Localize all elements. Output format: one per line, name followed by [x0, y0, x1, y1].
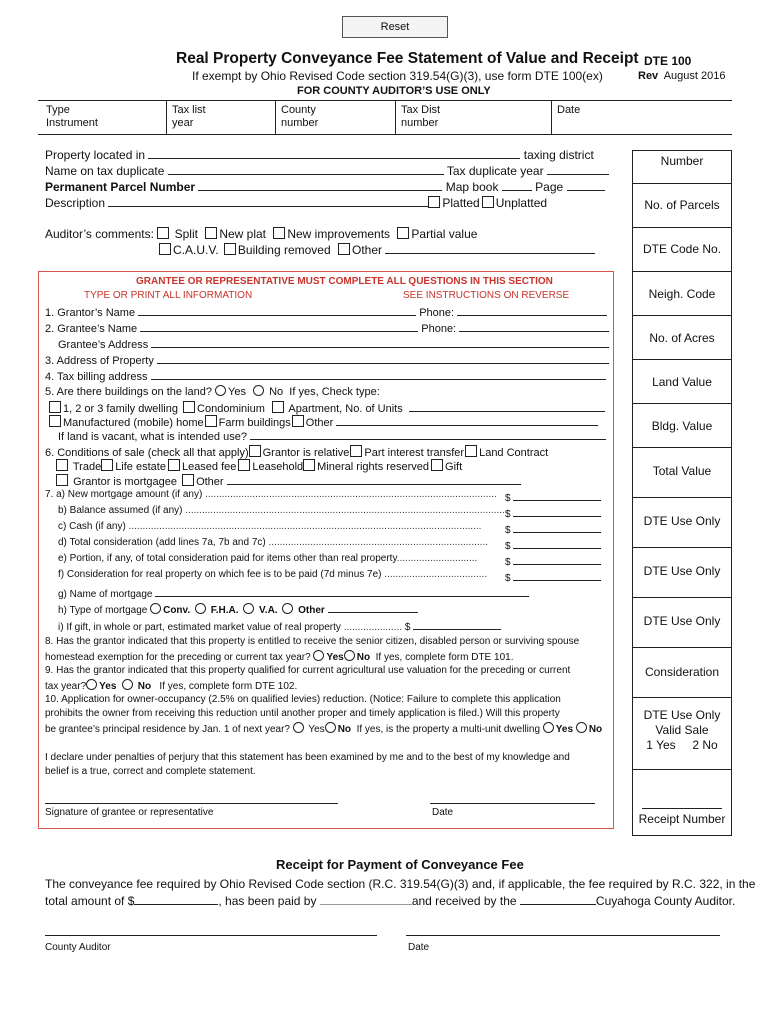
property-address-field[interactable] — [157, 352, 609, 364]
grantee-name-field[interactable] — [140, 320, 418, 332]
map-book-field[interactable] — [502, 179, 532, 191]
fee-consideration-field[interactable] — [513, 569, 601, 581]
ppn-row: Permanent Parcel Number Map book Page — [45, 179, 605, 194]
q7g-row: g) Name of mortgage — [58, 585, 529, 600]
q8-line2: homestead exemption for the preceding or current tax year? Yes No If yes, complete form DTE 101. — [45, 652, 514, 663]
receipt-date-line[interactable] — [406, 935, 720, 936]
description-field[interactable] — [108, 195, 428, 207]
mortgage-name-field[interactable] — [155, 585, 529, 597]
other-checkbox[interactable] — [338, 243, 350, 255]
county-auditor-line[interactable] — [45, 935, 377, 936]
land-contract-checkbox[interactable] — [465, 445, 477, 457]
new-mortgage-amount-field[interactable] — [513, 489, 601, 501]
q6-row: 6. Conditions of sale (check all that apply) Grantor is relative Part interest transfer Land Contract — [45, 447, 549, 459]
family-dwelling-checkbox[interactable] — [49, 401, 61, 413]
form-rev — [638, 70, 725, 82]
date-cell[interactable]: Date — [557, 104, 581, 116]
total-value-box[interactable]: Total Value — [632, 448, 732, 498]
multiunit-no-radio[interactable] — [576, 722, 587, 733]
ppn-field[interactable] — [198, 179, 442, 191]
consideration-box[interactable]: Consideration — [632, 648, 732, 698]
gift-checkbox[interactable] — [431, 459, 443, 471]
receipt-line1: The conveyance fee required by Ohio Revised Code section (R.C. 319.54(G)(3) and, if applicable, the fee required by R.C. 322, in the — [45, 877, 756, 891]
valid-sale-dte-label: DTE Use Only — [643, 708, 721, 722]
split-checkbox[interactable] — [157, 227, 169, 239]
grantor-relative-checkbox[interactable] — [249, 445, 261, 457]
form-id: DTE 100 — [644, 54, 692, 68]
platted-checkbox[interactable] — [428, 196, 440, 208]
exempt-note: If exempt by Ohio Revised Code section 319.54(G)(3), use form DTE 100(ex) — [192, 69, 603, 83]
new-plat-checkbox[interactable] — [205, 227, 217, 239]
farm-buildings-checkbox[interactable] — [205, 415, 217, 427]
valid-sale-options: 1 Yes 2 No — [646, 738, 718, 752]
q7a-row: 7. a) New mortgage amount (if any) ......................................................................................................... $ — [45, 489, 605, 500]
life-estate-checkbox[interactable] — [101, 459, 113, 471]
va-radio[interactable] — [243, 603, 254, 614]
signature-date-label: Date — [432, 807, 454, 818]
part-interest-checkbox[interactable] — [350, 445, 362, 457]
residence-yes-radio[interactable] — [293, 722, 304, 733]
q4-row: 4. Tax billing address — [45, 368, 606, 383]
residence-no-radio[interactable] — [325, 722, 336, 733]
neigh-code-box[interactable]: Neigh. Code — [632, 272, 732, 316]
dte-code-box[interactable]: DTE Code No. — [632, 228, 732, 272]
leasehold-checkbox[interactable] — [238, 459, 250, 471]
total-consideration-field[interactable] — [513, 537, 601, 549]
cauv-checkbox[interactable] — [159, 243, 171, 255]
grantee-heading: GRANTEE OR REPRESENTATIVE MUST COMPLETE ALL QUESTIONS IN THIS SECTION — [136, 276, 553, 287]
valid-sale-label: Valid Sale — [655, 723, 709, 737]
receipt-number-label: Receipt Number — [638, 812, 726, 826]
vacant-row: If land is vacant, what is intended use? — [58, 428, 606, 443]
receipt-title: Receipt for Payment of Conveyance Fee — [276, 857, 524, 872]
rev-label: Rev — [638, 70, 659, 82]
gift-value-field[interactable] — [413, 618, 501, 630]
building-other-field[interactable] — [336, 414, 598, 426]
homestead-no-radio[interactable] — [344, 650, 355, 661]
trade-checkbox[interactable] — [56, 459, 68, 471]
county-use-heading: FOR COUNTY AUDITOR’S USE ONLY — [297, 85, 491, 97]
partial-value-checkbox[interactable] — [397, 227, 409, 239]
tax-billing-address-field[interactable] — [151, 368, 606, 380]
name-on-dup-row: Name on tax duplicate Tax duplicate year — [45, 163, 609, 178]
q2-row: 2. Grantee’s Name Phone: — [45, 320, 609, 335]
q3-row: 3. Address of Property — [45, 352, 609, 367]
q10-line2: prohibits the owner from receiving this reduction until another proper and timely application is filed.) Will this property — [45, 708, 560, 719]
paid-by-field[interactable] — [320, 893, 412, 905]
multiunit-yes-radio[interactable] — [543, 722, 554, 733]
bldg-value-box[interactable]: Bldg. Value — [632, 404, 732, 448]
cauv-no-radio[interactable] — [122, 679, 133, 690]
reset-button[interactable]: Reset — [342, 16, 448, 38]
receipt-number-box[interactable] — [632, 770, 732, 836]
building-removed-checkbox[interactable] — [224, 243, 236, 255]
conditions-other-field[interactable] — [227, 473, 521, 485]
auditor-comments-row1: Auditor’s comments: Split New plat New improvements Partial value — [45, 227, 478, 241]
mobile-home-checkbox[interactable] — [49, 415, 61, 427]
building-type-row2: Manufactured (mobile) home Farm buildings Other — [49, 414, 598, 429]
vacant-use-field[interactable] — [250, 428, 606, 440]
signature-label: Signature of grantee or representative — [45, 807, 214, 818]
property-located-field[interactable] — [148, 147, 520, 159]
other-items-portion-field[interactable] — [513, 553, 601, 565]
mortgage-other-field[interactable] — [328, 601, 418, 613]
property-located-row: Property located in taxing district — [45, 148, 594, 162]
q5-row: 5. Are there buildings on the land? Yes No If yes, Check type: — [45, 386, 380, 398]
q7h-row: h) Type of mortgage Conv. F.H.A. V.A. Other — [58, 601, 418, 616]
q1-row: 1. Grantor’s Name Phone: — [45, 304, 607, 319]
signature-line[interactable] — [45, 803, 338, 804]
no-parcels-box[interactable]: No. of Parcels — [632, 184, 732, 228]
page-field[interactable] — [567, 179, 605, 191]
buildings-yes-radio[interactable] — [215, 385, 226, 396]
received-by-field[interactable] — [520, 893, 596, 905]
description-row: Description Platted Unplatted — [45, 196, 548, 210]
conditions-row3: Grantor is mortgagee Other — [56, 473, 521, 488]
form-title: Real Property Conveyance Fee Statement of Value and Receipt — [176, 50, 639, 67]
grantee-address-field[interactable] — [151, 336, 609, 348]
cash-field[interactable] — [513, 521, 601, 533]
grantor-name-field[interactable] — [138, 304, 416, 316]
county-number-cell[interactable]: County number — [281, 104, 319, 129]
condominium-checkbox[interactable] — [183, 401, 195, 413]
q7b-row: b) Balance assumed (if any) .................................................................................................................... $ — [58, 505, 605, 516]
receipt-line2: total amount of $ , has been paid by and received by the Cuyahoga County Auditor. — [45, 894, 736, 908]
dte-use-only-box-3[interactable]: DTE Use Only — [632, 598, 732, 648]
buildings-no-radio[interactable] — [253, 385, 264, 396]
other-comments-field[interactable] — [385, 242, 595, 254]
type-instrument-cell[interactable]: Type Instrument — [46, 104, 98, 129]
q7e-row: e) Portion, if any, of total consideration paid for items other than real property............................. $ — [58, 553, 605, 564]
mineral-rights-checkbox[interactable] — [303, 459, 315, 471]
q10-line3: be grantee’s principal residence by Jan. 1 of next year? Yes No If yes, is the property a multi-unit dwelling Yes No — [45, 724, 603, 735]
type-print-note: TYPE OR PRINT ALL INFORMATION — [84, 290, 253, 301]
top-info-table — [38, 100, 732, 135]
q9-line2: tax year? Yes No If yes, complete form DTE 102. — [45, 681, 298, 692]
no-acres-box[interactable]: No. of Acres — [632, 316, 732, 360]
cauv-yes-radio[interactable] — [86, 679, 97, 690]
building-other-checkbox[interactable] — [292, 415, 304, 427]
q7f-row: f) Consideration for real property on which fee is to be paid (7d minus 7e) ..................................... $ — [58, 569, 605, 580]
grantee-address-row: Grantee’s Address — [58, 336, 609, 351]
grantor-phone-field[interactable] — [457, 304, 607, 316]
q7c-row: c) Cash (if any) ............................................................................................................................... $ — [58, 521, 605, 532]
q9-line1: 9. Has the grantor indicated that this property qualified for current agricultural use valuation for the preceding or current — [45, 665, 571, 676]
building-type-row1: 1, 2 or 3 family dwelling Condominium Apartment, No. of Units — [49, 400, 605, 415]
tax-list-year-cell[interactable]: Tax list year — [172, 104, 206, 129]
name-on-dup-field[interactable] — [168, 163, 444, 175]
signature-date-line[interactable] — [430, 803, 595, 804]
auditor-comments-row2: C.A.U.V. Building removed Other — [159, 242, 595, 257]
grantor-mortgagee-checkbox[interactable] — [56, 474, 68, 486]
declaration-line2: belief is a true, correct and complete statement. — [45, 766, 256, 777]
homestead-yes-radio[interactable] — [313, 650, 324, 661]
apartment-units-field[interactable] — [409, 400, 605, 412]
conditions-row2: Trade Life estate Leased fee Leasehold Mineral rights reserved Gift — [56, 459, 462, 473]
tax-dup-year-field[interactable] — [547, 163, 609, 175]
grantee-phone-field[interactable] — [459, 320, 609, 332]
q7d-row: d) Total consideration (add lines 7a, 7b and 7c) ............................................................................... $ — [58, 537, 605, 548]
dte-use-only-box-2[interactable]: DTE Use Only — [632, 548, 732, 598]
apartment-checkbox[interactable] — [272, 401, 284, 413]
new-improvements-checkbox[interactable] — [273, 227, 285, 239]
fha-radio[interactable] — [195, 603, 206, 614]
rev-date: August 2016 — [663, 70, 726, 82]
land-value-box[interactable]: Land Value — [632, 360, 732, 404]
total-amount-field[interactable] — [134, 893, 218, 905]
receipt-date-label: Date — [408, 942, 430, 953]
county-auditor-label: County Auditor — [45, 942, 111, 953]
conv-radio[interactable] — [150, 603, 161, 614]
conditions-other-checkbox[interactable] — [182, 474, 194, 486]
unplatted-checkbox[interactable] — [482, 196, 494, 208]
number-box[interactable]: Number — [632, 150, 732, 184]
see-instructions-note: SEE INSTRUCTIONS ON REVERSE — [403, 290, 570, 301]
q8-line1: 8. Has the grantor indicated that this property is entitled to receive the senior citizen, disabled person or surviving spouse — [45, 636, 580, 647]
mortgage-other-radio[interactable] — [282, 603, 293, 614]
q7i-row: i) If gift, in whole or part, estimated market value of real property ..................... $ — [58, 618, 501, 633]
leased-fee-checkbox[interactable] — [168, 459, 180, 471]
balance-assumed-field[interactable] — [513, 505, 601, 517]
q10-line1: 10. Application for owner-occupancy (2.5% on qualified levies) reduction. (Notice: Failure to complete this application — [45, 694, 561, 705]
declaration-line1: I declare under penalties of perjury that this statement has been examined by me and to the best of my knowledge and — [45, 752, 570, 763]
tax-dist-number-cell[interactable]: Tax Dist number — [401, 104, 441, 129]
dte-use-only-box-1[interactable]: DTE Use Only — [632, 498, 732, 548]
valid-sale-box[interactable] — [632, 698, 732, 770]
